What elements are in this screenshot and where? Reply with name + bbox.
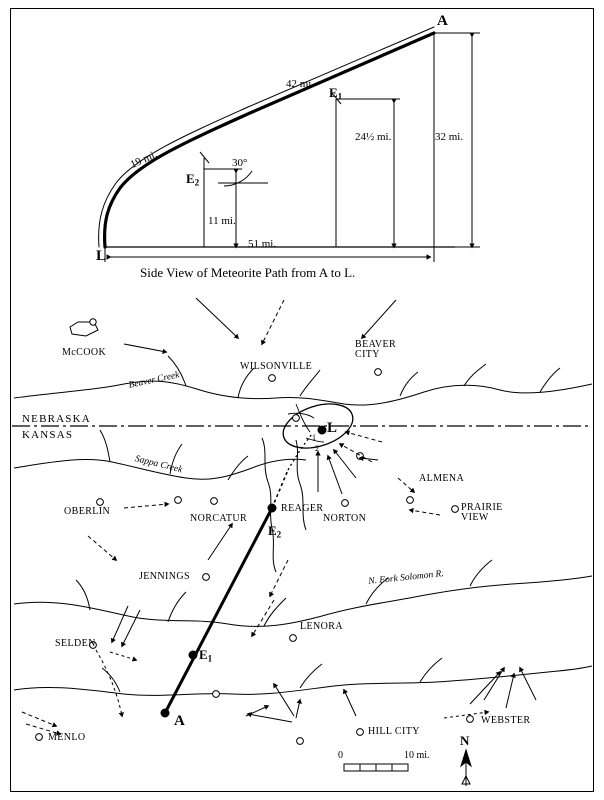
- town-label-jennings: JENNINGS: [139, 571, 190, 582]
- town-label-hill-city: HILL CITY: [368, 726, 420, 737]
- town-marker-unnamed-1: [175, 497, 182, 504]
- scale-bar: [344, 764, 408, 771]
- dimension-label-30deg: 30°: [232, 157, 248, 169]
- town-label-beaver-city: BEAVER CITY: [355, 339, 397, 360]
- town-marker-webster: [467, 716, 474, 723]
- town-marker-menlo: [36, 734, 43, 741]
- town-label-selden: SELDEN: [55, 638, 96, 649]
- town-label-wilsonville: WILSONVILLE: [240, 361, 313, 372]
- waterway-label-beaver-creek: Beaver Creek: [127, 370, 181, 391]
- town-label-prairie-view: PRAIRIE VIEW: [461, 502, 503, 523]
- town-marker-almena: [407, 497, 414, 504]
- dimension-label-19mi: 19 mi.: [128, 148, 160, 171]
- side-view-caption: Side View of Meteorite Path from A to L.: [140, 265, 356, 280]
- dimension-label-24-5mi: 24½ mi.: [355, 131, 392, 143]
- town-label-almena: ALMENA: [419, 473, 465, 484]
- dimension-label-42mi: 42 mi.: [286, 78, 315, 90]
- map-point-e1: [189, 651, 198, 660]
- town-marker-oberlin: [97, 499, 104, 506]
- scale-label-zero: 0: [338, 750, 343, 761]
- town-label-oberlin: OBERLIN: [64, 506, 111, 517]
- state-label-nebraska: NEBRASKA: [22, 413, 91, 425]
- town-label-norton: NORTON: [323, 513, 367, 524]
- town-marker-prairie-view: [452, 506, 459, 513]
- map-point-a: [161, 709, 170, 718]
- sideview-point-e1-label: $E_1$: [329, 85, 343, 102]
- mccook-symbol: [70, 319, 98, 336]
- town-marker-jennings: [203, 574, 210, 581]
- town-marker-unnamed-3: [293, 415, 300, 422]
- town-marker-hill-city: [357, 729, 364, 736]
- ellipse-number-1: 1: [312, 433, 316, 442]
- north-label: N: [460, 733, 470, 748]
- town-marker-norton: [342, 500, 349, 507]
- town-label-webster: WEBSTER: [481, 715, 531, 726]
- map-point-l: [318, 426, 327, 435]
- map-point-e2-label: $E_2$: [268, 523, 282, 540]
- ellipse-number-2: 2: [315, 444, 319, 453]
- town-marker-unnamed-4: [297, 738, 304, 745]
- dimension-label-11mi: 11 mi.: [208, 215, 236, 227]
- sideview-point-e2-label: $E_2$: [186, 171, 200, 188]
- town-markers: [36, 369, 474, 748]
- map-point-e1-label: $E_1$: [199, 647, 213, 664]
- map-point-a-label: A: [174, 713, 185, 729]
- town-marker-unnamed-5: [213, 691, 220, 698]
- waterway-label-sappa-creek: Sappa Creek: [133, 454, 184, 476]
- dimension-label-51mi: 51 mi.: [248, 238, 277, 250]
- scale-label-max: 10 mi.: [404, 750, 430, 761]
- town-label-lenora: LENORA: [300, 621, 343, 632]
- north-arrow-icon: [461, 750, 471, 786]
- town-label-norcatur: NORCATUR: [190, 513, 248, 524]
- sideview-point-l-label: L: [96, 248, 107, 264]
- town-marker-wilsonville: [269, 375, 276, 382]
- town-marker-lenora: [290, 635, 297, 642]
- sideview-point-a-label: A: [437, 13, 448, 29]
- state-label-kansas: KANSAS: [22, 429, 74, 441]
- town-label-reager: REAGER: [281, 503, 324, 514]
- waterway-label-solomon-river: N. Fork Solomon R.: [367, 569, 445, 587]
- map-point-l-label: L: [327, 420, 338, 436]
- town-label-menlo: MENLO: [48, 732, 86, 743]
- waterways: [14, 356, 592, 695]
- town-label-mccook: McCOOK: [62, 347, 107, 358]
- town-marker-norcatur: [211, 498, 218, 505]
- dimension-label-32mi: 32 mi.: [435, 131, 464, 143]
- town-marker-beaver-city: [375, 369, 382, 376]
